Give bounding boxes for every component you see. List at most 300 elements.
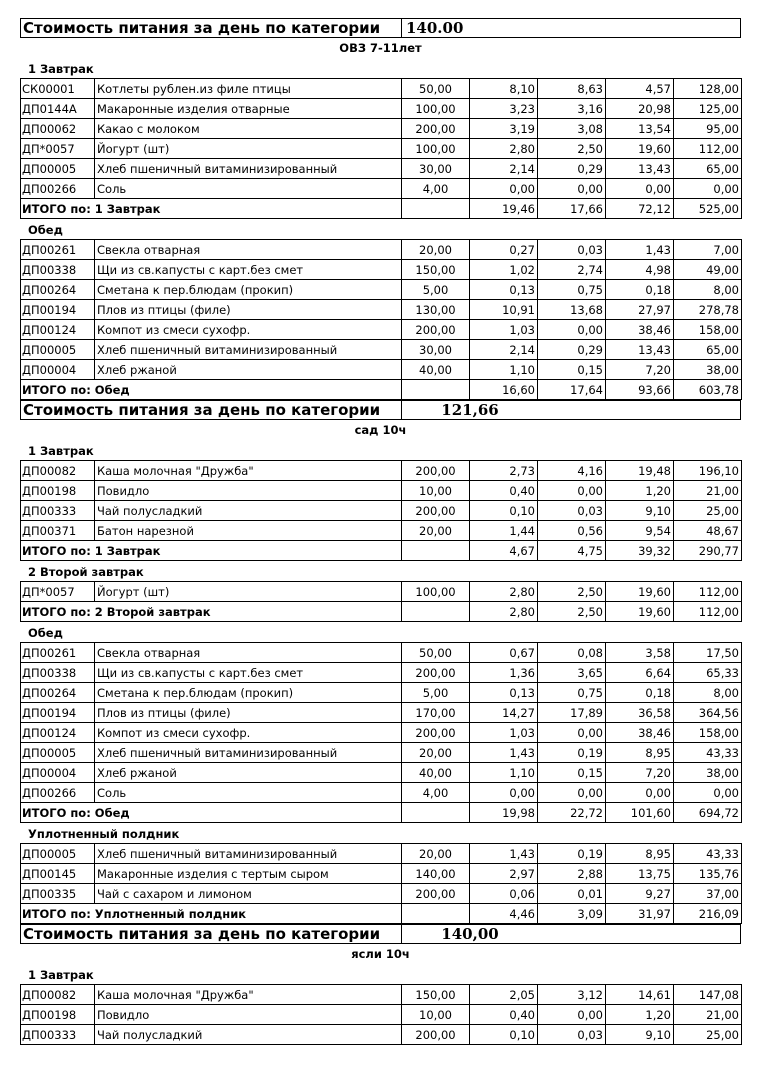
dish-carbs: 20,98 [606,99,674,119]
total-kcal: 112,00 [674,602,742,622]
dish-code: ДП00124 [21,723,95,743]
total-protein: 4,67 [470,541,538,561]
daily-cost-row [20,18,741,38]
dish-name: Повидло [95,1005,402,1025]
table-row [21,985,742,1005]
dish-carbs: 13,43 [606,159,674,179]
dish-code: ДП00264 [21,683,95,703]
total-kcal: 603,78 [674,380,742,400]
dish-protein: 1,43 [470,844,538,864]
dish-name: Сметана к пер.блюдам (прокип) [95,280,402,300]
table-row [21,320,742,340]
dish-name: Каша молочная "Дружба" [95,985,402,1005]
table-row [21,99,742,119]
dish-protein: 0,00 [470,783,538,803]
dish-code: ДП*0057 [21,582,95,602]
dish-name: Макаронные изделия отварные [95,99,402,119]
dish-carbs: 9,10 [606,501,674,521]
dish-code: ДП00333 [21,501,95,521]
dish-protein: 0,40 [470,1005,538,1025]
dish-kcal: 364,56 [674,703,742,723]
dish-name: Какао с молоком [95,119,402,139]
table-row [21,763,742,783]
dish-fat: 0,29 [538,159,606,179]
dish-quantity: 20,00 [402,240,470,260]
dish-name: Чай полусладкий [95,501,402,521]
total-row [21,602,742,622]
total-row [21,199,742,219]
meal-title: 2 Второй завтрак [28,565,144,579]
dish-fat: 0,15 [538,763,606,783]
dish-carbs: 1,20 [606,481,674,501]
dish-carbs: 4,57 [606,79,674,99]
total-protein: 16,60 [470,380,538,400]
table-row [21,300,742,320]
dish-quantity: 10,00 [402,1005,470,1025]
dish-code: ДП00266 [21,783,95,803]
table-row [21,461,742,481]
dish-fat: 0,03 [538,501,606,521]
dish-protein: 1,03 [470,723,538,743]
dish-quantity: 150,00 [402,260,470,280]
table-row [21,179,742,199]
table-row [21,582,742,602]
dish-kcal: 125,00 [674,99,742,119]
dish-carbs: 19,48 [606,461,674,481]
dish-quantity: 10,00 [402,481,470,501]
dish-protein: 1,43 [470,743,538,763]
table-row [21,844,742,864]
dish-carbs: 7,20 [606,763,674,783]
table-row [21,643,742,663]
dish-fat: 0,75 [538,683,606,703]
total-fat: 2,50 [538,602,606,622]
dish-carbs: 3,58 [606,643,674,663]
table-row [21,260,742,280]
dish-kcal: 8,00 [674,280,742,300]
dish-code: ДП00062 [21,119,95,139]
dish-name: Щи из св.капусты с карт.без смет [95,260,402,280]
dish-protein: 0,13 [470,280,538,300]
table-row [21,159,742,179]
dish-name: Чай с сахаром и лимоном [95,884,402,904]
dish-kcal: 196,10 [674,461,742,481]
daily-cost-label: Стоимость питания за день по категории [21,19,402,37]
dish-quantity: 100,00 [402,139,470,159]
dish-quantity: 5,00 [402,280,470,300]
dish-quantity: 200,00 [402,119,470,139]
dish-fat: 4,16 [538,461,606,481]
dish-fat: 17,89 [538,703,606,723]
table-row [21,1005,742,1025]
dish-carbs: 13,54 [606,119,674,139]
dish-quantity: 50,00 [402,643,470,663]
dish-code: ДП00005 [21,340,95,360]
dish-protein: 1,03 [470,320,538,340]
dish-protein: 14,27 [470,703,538,723]
daily-cost-value: 121,66 [441,401,499,419]
dish-name: Хлеб пшеничный витаминизированный [95,340,402,360]
dish-fat: 0,29 [538,340,606,360]
dish-quantity: 20,00 [402,844,470,864]
total-fat: 22,72 [538,803,606,823]
dish-code: ДП00261 [21,643,95,663]
table-row [21,481,742,501]
total-label: ИТОГО по: 1 Завтрак [21,199,402,219]
total-fat: 17,66 [538,199,606,219]
dish-carbs: 4,98 [606,260,674,280]
dish-quantity: 30,00 [402,159,470,179]
dish-fat: 3,08 [538,119,606,139]
dish-code: ДП00371 [21,521,95,541]
dish-name: Батон нарезной [95,521,402,541]
dish-kcal: 25,00 [674,501,742,521]
dish-code: ДП00004 [21,360,95,380]
daily-cost-value: 140.00 [406,19,464,37]
dish-code: ДП0144А [21,99,95,119]
total-kcal: 694,72 [674,803,742,823]
dish-code: ДП00145 [21,864,95,884]
dish-kcal: 43,33 [674,844,742,864]
dish-quantity: 20,00 [402,521,470,541]
dish-quantity: 4,00 [402,783,470,803]
dish-carbs: 6,64 [606,663,674,683]
category-title: ОВЗ 7-11лет [339,41,422,55]
dish-carbs: 0,18 [606,280,674,300]
table-row [21,280,742,300]
total-protein: 2,80 [470,602,538,622]
dish-carbs: 0,00 [606,783,674,803]
dish-carbs: 1,20 [606,1005,674,1025]
dish-fat: 8,63 [538,79,606,99]
table-row [21,703,742,723]
total-fat: 3,09 [538,904,606,924]
meal-table [20,78,742,219]
total-row [21,380,742,400]
dish-protein: 10,91 [470,300,538,320]
total-row [21,541,742,561]
total-quantity [402,199,470,219]
dish-quantity: 130,00 [402,300,470,320]
dish-name: Повидло [95,481,402,501]
dish-fat: 2,88 [538,864,606,884]
dish-code: ДП00338 [21,663,95,683]
dish-quantity: 100,00 [402,582,470,602]
dish-name: Плов из птицы (филе) [95,703,402,723]
dish-carbs: 9,10 [606,1025,674,1045]
dish-code: ДП00333 [21,1025,95,1045]
dish-carbs: 9,27 [606,884,674,904]
dish-protein: 2,14 [470,340,538,360]
dish-fat: 2,50 [538,582,606,602]
dish-protein: 0,10 [470,501,538,521]
total-quantity [402,904,470,924]
total-carbs: 101,60 [606,803,674,823]
dish-protein: 0,13 [470,683,538,703]
dish-quantity: 200,00 [402,1025,470,1045]
dish-carbs: 7,20 [606,360,674,380]
dish-fat: 0,19 [538,844,606,864]
category-title: ясли 10ч [351,947,410,961]
total-kcal: 525,00 [674,199,742,219]
dish-quantity: 100,00 [402,99,470,119]
dish-kcal: 112,00 [674,582,742,602]
dish-code: ДП00082 [21,985,95,1005]
dish-kcal: 37,00 [674,884,742,904]
category-title: сад 10ч [354,423,407,437]
dish-protein: 0,40 [470,481,538,501]
dish-kcal: 135,76 [674,864,742,884]
dish-kcal: 38,00 [674,360,742,380]
dish-code: ДП00194 [21,703,95,723]
total-quantity [402,380,470,400]
dish-quantity: 200,00 [402,663,470,683]
dish-carbs: 19,60 [606,139,674,159]
dish-name: Хлеб пшеничный витаминизированный [95,743,402,763]
dish-kcal: 43,33 [674,743,742,763]
dish-carbs: 14,61 [606,985,674,1005]
total-quantity [402,602,470,622]
dish-code: ДП*0057 [21,139,95,159]
dish-protein: 2,14 [470,159,538,179]
meal-title: 1 Завтрак [28,968,94,982]
dish-fat: 0,03 [538,1025,606,1045]
dish-quantity: 200,00 [402,320,470,340]
meal-title: Уплотненный полдник [28,827,180,841]
table-row [21,783,742,803]
table-row [21,663,742,683]
dish-protein: 8,10 [470,79,538,99]
total-fat: 17,64 [538,380,606,400]
dish-name: Щи из св.капусты с карт.без смет [95,663,402,683]
dish-fat: 0,75 [538,280,606,300]
dish-kcal: 278,78 [674,300,742,320]
cost-row-filler [538,925,740,943]
meal-table [20,984,742,1045]
meal-title: 1 Завтрак [28,62,94,76]
dish-quantity: 150,00 [402,985,470,1005]
dish-name: Компот из смеси сухофр. [95,320,402,340]
dish-kcal: 112,00 [674,139,742,159]
dish-name: Макаронные изделия с тертым сыром [95,864,402,884]
dish-name: Йогурт (шт) [95,139,402,159]
daily-cost-label: Стоимость питания за день по категории [21,925,402,943]
total-label: ИТОГО по: Уплотненный полдник [21,904,402,924]
dish-code: ДП00082 [21,461,95,481]
dish-name: Каша молочная "Дружба" [95,461,402,481]
dish-name: Свекла отварная [95,643,402,663]
daily-cost-label: Стоимость питания за день по категории [21,401,402,419]
dish-quantity: 200,00 [402,501,470,521]
dish-fat: 0,15 [538,360,606,380]
dish-kcal: 0,00 [674,179,742,199]
dish-protein: 2,80 [470,582,538,602]
dish-code: ДП00005 [21,743,95,763]
dish-carbs: 0,00 [606,179,674,199]
dish-name: Хлеб пшеничный витаминизированный [95,844,402,864]
dish-carbs: 1,43 [606,240,674,260]
total-carbs: 31,97 [606,904,674,924]
total-quantity [402,541,470,561]
dish-code: ДП00005 [21,844,95,864]
dish-carbs: 38,46 [606,320,674,340]
dish-protein: 1,44 [470,521,538,541]
dish-code: ДП00264 [21,280,95,300]
dish-quantity: 200,00 [402,461,470,481]
dish-kcal: 65,33 [674,663,742,683]
dish-kcal: 38,00 [674,763,742,783]
dish-quantity: 20,00 [402,743,470,763]
total-carbs: 93,66 [606,380,674,400]
dish-protein: 3,19 [470,119,538,139]
table-row [21,360,742,380]
dish-name: Сметана к пер.блюдам (прокип) [95,683,402,703]
dish-protein: 1,02 [470,260,538,280]
dish-protein: 0,27 [470,240,538,260]
total-kcal: 216,09 [674,904,742,924]
dish-code: ДП00005 [21,159,95,179]
total-label: ИТОГО по: 2 Второй завтрак [21,602,402,622]
dish-quantity: 4,00 [402,179,470,199]
dish-quantity: 40,00 [402,763,470,783]
total-label: ИТОГО по: Обед [21,803,402,823]
daily-cost-value: 140,00 [441,925,499,943]
meal-table [20,239,742,400]
meal-title: 1 Завтрак [28,444,94,458]
dish-name: Компот из смеси сухофр. [95,723,402,743]
meal-title: Обед [28,223,63,237]
dish-fat: 0,08 [538,643,606,663]
dish-kcal: 147,08 [674,985,742,1005]
table-row [21,884,742,904]
dish-carbs: 19,60 [606,582,674,602]
dish-fat: 0,56 [538,521,606,541]
dish-kcal: 17,50 [674,643,742,663]
dish-fat: 2,74 [538,260,606,280]
dish-quantity: 200,00 [402,723,470,743]
dish-kcal: 49,00 [674,260,742,280]
dish-carbs: 27,97 [606,300,674,320]
dish-quantity: 40,00 [402,360,470,380]
meal-table [20,843,742,924]
dish-protein: 0,06 [470,884,538,904]
meal-title: Обед [28,626,63,640]
dish-protein: 1,36 [470,663,538,683]
total-row [21,803,742,823]
total-label: ИТОГО по: Обед [21,380,402,400]
dish-quantity: 200,00 [402,884,470,904]
dish-carbs: 8,95 [606,743,674,763]
total-protein: 4,46 [470,904,538,924]
dish-quantity: 170,00 [402,703,470,723]
dish-code: СК00001 [21,79,95,99]
dish-fat: 0,00 [538,783,606,803]
table-row [21,723,742,743]
dish-kcal: 25,00 [674,1025,742,1045]
dish-protein: 2,05 [470,985,538,1005]
table-row [21,743,742,763]
meal-table [20,581,742,622]
daily-cost-row [20,924,741,944]
total-protein: 19,98 [470,803,538,823]
dish-name: Хлеб ржаной [95,360,402,380]
dish-kcal: 158,00 [674,320,742,340]
total-carbs: 19,60 [606,602,674,622]
dish-name: Хлеб ржаной [95,763,402,783]
table-row [21,521,742,541]
dish-carbs: 38,46 [606,723,674,743]
dish-code: ДП00266 [21,179,95,199]
meal-table [20,642,742,823]
dish-carbs: 8,95 [606,844,674,864]
dish-quantity: 50,00 [402,79,470,99]
dish-name: Плов из птицы (филе) [95,300,402,320]
table-row [21,340,742,360]
table-row [21,683,742,703]
dish-quantity: 140,00 [402,864,470,884]
dish-kcal: 7,00 [674,240,742,260]
dish-fat: 13,68 [538,300,606,320]
dish-kcal: 0,00 [674,783,742,803]
dish-quantity: 30,00 [402,340,470,360]
dish-code: ДП00261 [21,240,95,260]
dish-carbs: 0,18 [606,683,674,703]
table-row [21,240,742,260]
dish-code: ДП00004 [21,763,95,783]
dish-kcal: 128,00 [674,79,742,99]
dish-protein: 0,00 [470,179,538,199]
dish-kcal: 95,00 [674,119,742,139]
dish-name: Соль [95,783,402,803]
dish-kcal: 21,00 [674,481,742,501]
dish-carbs: 36,58 [606,703,674,723]
dish-fat: 0,00 [538,481,606,501]
daily-cost-row [20,400,741,420]
table-row [21,119,742,139]
total-label: ИТОГО по: 1 Завтрак [21,541,402,561]
dish-carbs: 13,43 [606,340,674,360]
table-row [21,79,742,99]
dish-protein: 1,10 [470,763,538,783]
dish-name: Котлеты рублен.из филе птицы [95,79,402,99]
dish-protein: 1,10 [470,360,538,380]
dish-kcal: 21,00 [674,1005,742,1025]
dish-name: Соль [95,179,402,199]
dish-protein: 0,67 [470,643,538,663]
total-kcal: 290,77 [674,541,742,561]
dish-code: ДП00198 [21,1005,95,1025]
dish-fat: 2,50 [538,139,606,159]
meal-table [20,460,742,561]
dish-code: ДП00198 [21,481,95,501]
total-fat: 4,75 [538,541,606,561]
table-row [21,1025,742,1045]
dish-kcal: 8,00 [674,683,742,703]
table-row [21,139,742,159]
dish-fat: 3,16 [538,99,606,119]
total-quantity [402,803,470,823]
dish-name: Йогурт (шт) [95,582,402,602]
table-row [21,864,742,884]
total-carbs: 39,32 [606,541,674,561]
dish-protein: 2,80 [470,139,538,159]
dish-code: ДП00338 [21,260,95,280]
dish-protein: 3,23 [470,99,538,119]
total-protein: 19,46 [470,199,538,219]
dish-protein: 2,97 [470,864,538,884]
dish-fat: 3,65 [538,663,606,683]
dish-quantity: 5,00 [402,683,470,703]
